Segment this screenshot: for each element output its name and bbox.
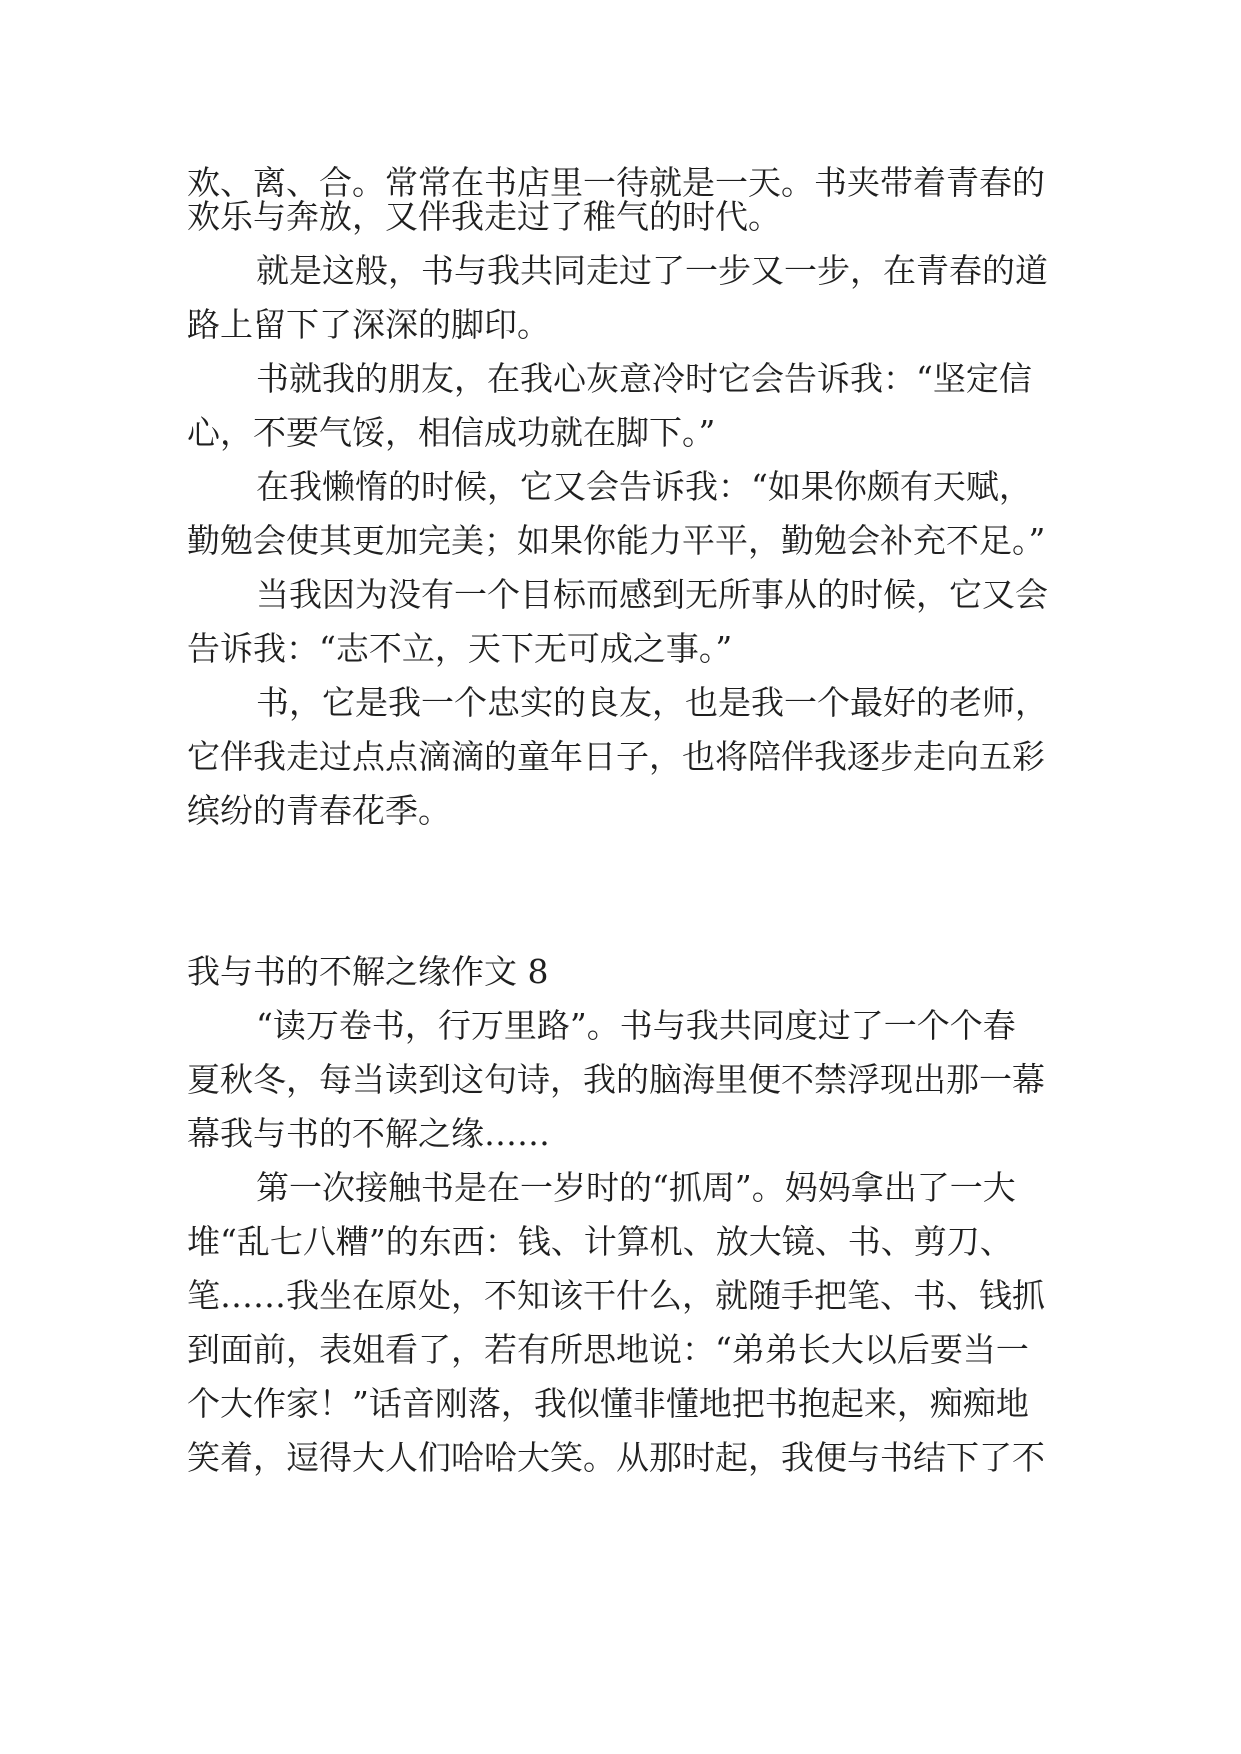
text-line	[0, 732, 1241, 782]
paragraph-text: 夏秋冬，每当读到这句诗，我的脑海里便不禁浮现出那一幕	[187, 1060, 1045, 1099]
paragraph-text: 个大作家！”话音刚落，我似懂非懂地把书抱起来，痴痴地	[187, 1384, 1029, 1423]
text-line	[0, 1271, 1241, 1321]
paragraph-text: 它伴我走过点点滴滴的童年日子，也将陪伴我逐步走向五彩	[187, 737, 1045, 776]
paragraph-text: 书，它是我一个忠实的良友，也是我一个最好的老师，	[256, 683, 1048, 722]
text-line	[0, 408, 1241, 458]
paragraph-text: 到面前，表姐看了，若有所思地说：“弟弟长大以后要当一	[187, 1330, 1029, 1369]
text-line	[0, 1055, 1241, 1105]
paragraph-text: 就是这般，书与我共同走过了一步又一步，在青春的道	[256, 251, 1048, 290]
paragraph-text: 堆“乱七八糟”的东西：钱、计算机、放大镜、书、剪刀、	[187, 1222, 1013, 1261]
text-line	[0, 570, 1241, 620]
paragraph-text: “读万卷书，行万里路”。书与我共同度过了一个个春	[256, 1006, 1016, 1045]
section-heading: 我与书的不解之缘作文 8	[187, 952, 549, 991]
paragraph-text: 幕我与书的不解之缘……	[187, 1114, 550, 1153]
paragraph-text: 欢、离、合。常常在书店里一待就是一天。书夹带着青春的	[187, 163, 1045, 202]
text-line	[0, 1163, 1241, 1213]
text-line	[0, 786, 1241, 836]
paragraph-text: 笑着，逗得大人们哈哈大笑。从那时起，我便与书结下了不	[187, 1438, 1045, 1477]
text-line	[0, 1001, 1241, 1051]
text-line	[0, 192, 1241, 242]
text-line	[0, 1217, 1241, 1267]
text-line	[0, 624, 1241, 674]
text-line	[0, 1433, 1241, 1483]
text-line	[0, 1379, 1241, 1429]
paragraph-text: 勤勉会使其更加完美；如果你能力平平，勤勉会补充不足。”	[187, 521, 1046, 560]
paragraph-text: 书就我的朋友，在我心灰意冷时它会告诉我：“坚定信	[256, 359, 1032, 398]
paragraph-text: 告诉我：“志不立，天下无可成之事。”	[187, 629, 733, 668]
text-line	[0, 300, 1241, 350]
text-line	[0, 1325, 1241, 1375]
paragraph-text: 路上留下了深深的脚印。	[187, 305, 550, 344]
paragraph-text: 在我懒惰的时候，它又会告诉我：“如果你颇有天赋，	[256, 467, 1032, 506]
paragraph-text: 笔……我坐在原处，不知该干什么，就随手把笔、书、钱抓	[187, 1276, 1045, 1315]
text-line	[0, 678, 1241, 728]
paragraph-text: 第一次接触书是在一岁时的“抓周”。妈妈拿出了一大	[256, 1168, 1016, 1207]
text-line	[0, 354, 1241, 404]
section-heading-line	[0, 947, 1241, 997]
text-line	[0, 462, 1241, 512]
text-line	[0, 516, 1241, 566]
paragraph-text: 当我因为没有一个目标而感到无所事从的时候，它又会	[256, 575, 1048, 614]
paragraph-text: 心，不要气馁，相信成功就在脚下。”	[187, 413, 716, 452]
text-line	[0, 1109, 1241, 1159]
paragraph-text: 欢乐与奔放，又伴我走过了稚气的时代。	[187, 197, 781, 236]
text-line	[0, 246, 1241, 296]
paragraph-text: 缤纷的青春花季。	[187, 791, 451, 830]
